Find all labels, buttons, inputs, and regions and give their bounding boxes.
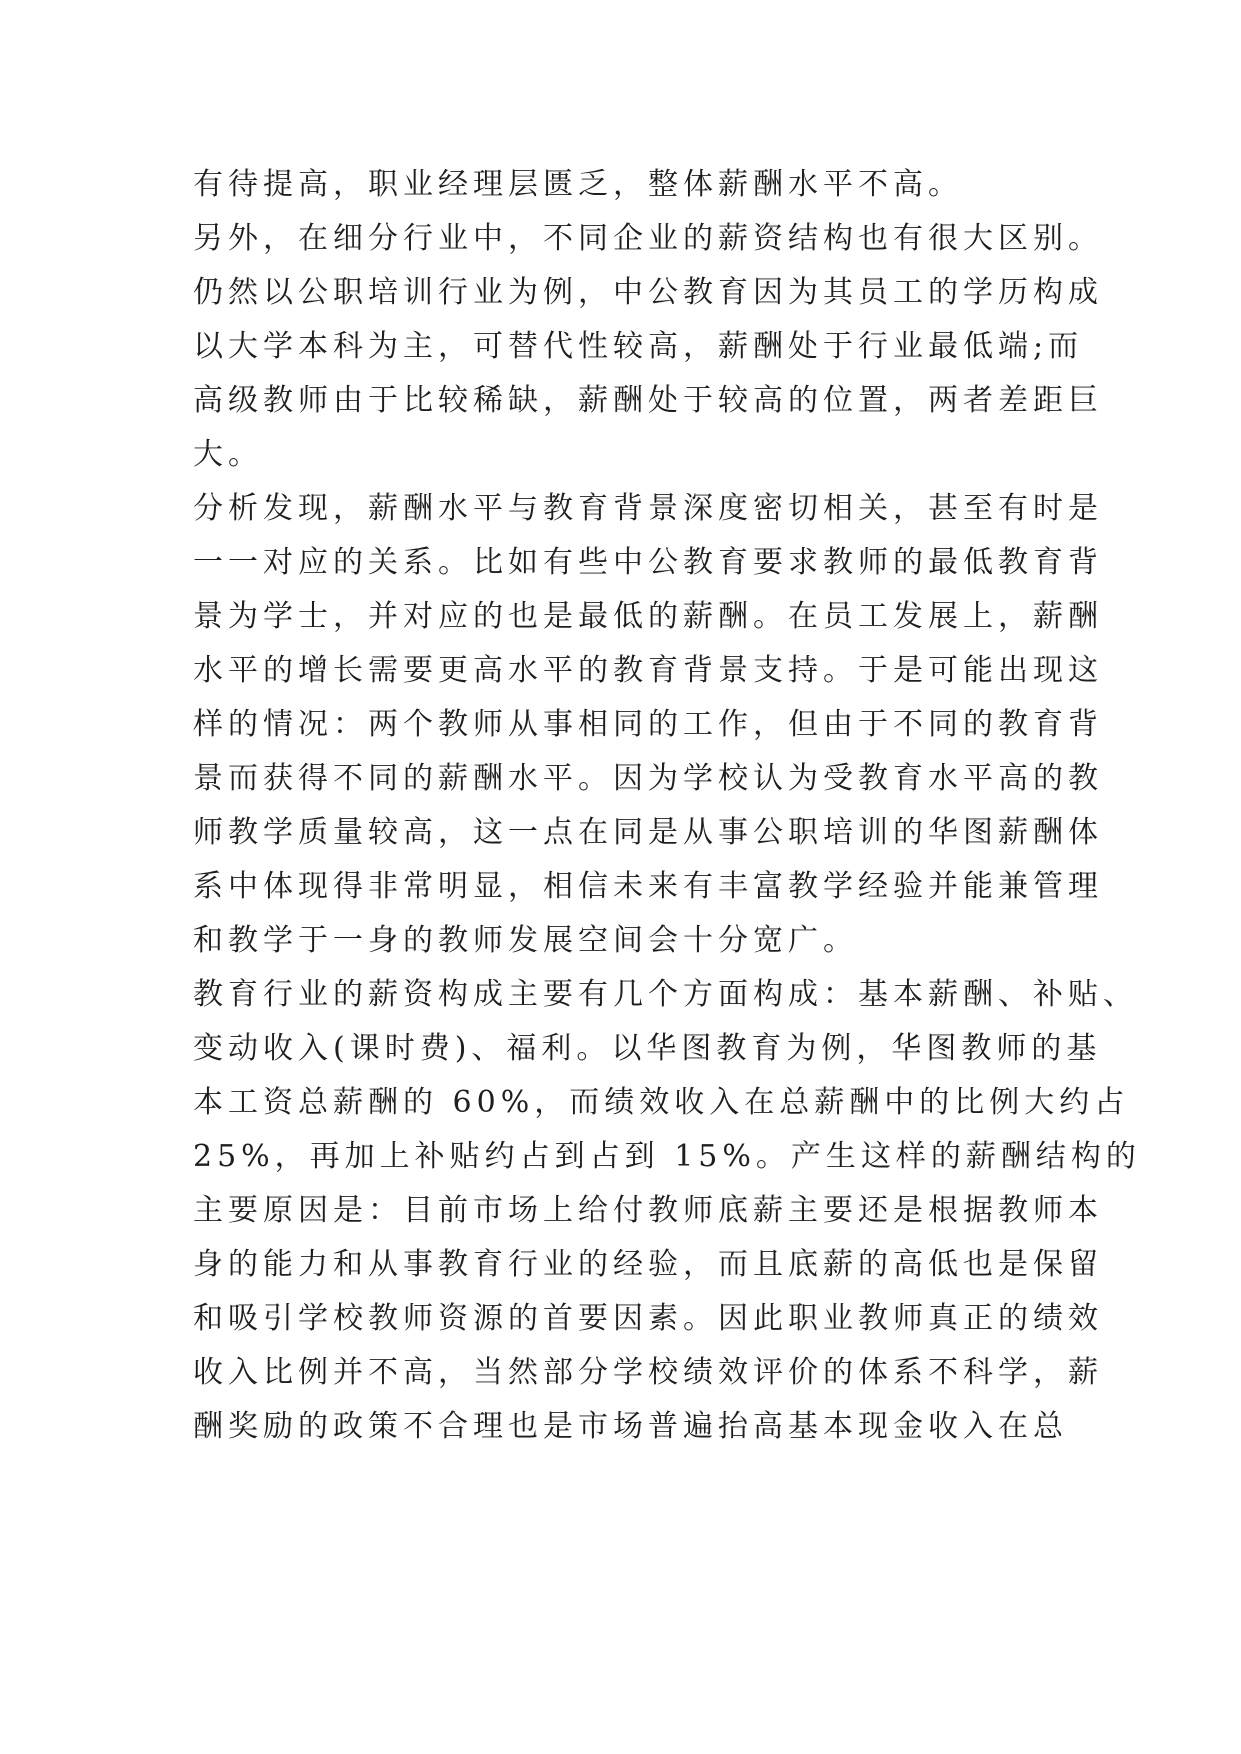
text-line: 一一对应的关系。比如有些中公教育要求教师的最低教育背 (193, 545, 1103, 580)
text-line: 分析发现，薪酬水平与教育背景深度密切相关，甚至有时是 (193, 491, 1103, 526)
text-line: 变动收入(课时费)、福利。以华图教育为例，华图教师的基 (193, 1031, 1102, 1066)
text-line: 25%，再加上补贴约占到占到 15%。产生这样的薪酬结构的 (193, 1139, 1141, 1174)
text-line: 仍然以公职培训行业为例，中公教育因为其员工的学历构成 (193, 275, 1103, 310)
text-line: 收入比例并不高，当然部分学校绩效评价的体系不科学，薪 (193, 1355, 1103, 1390)
text-line: 另外，在细分行业中，不同企业的薪资结构也有很大区别。 (193, 221, 1103, 256)
text-line: 系中体现得非常明显，相信未来有丰富教学经验并能兼管理 (193, 869, 1103, 904)
text-line: 高级教师由于比较稀缺，薪酬处于较高的位置，两者差距巨 (193, 383, 1103, 418)
text-line: 大。 (193, 437, 263, 472)
text-line: 水平的增长需要更高水平的教育背景支持。于是可能出现这 (193, 653, 1103, 688)
text-line: 和教学于一身的教师发展空间会十分宽广。 (193, 923, 858, 958)
text-line: 主要原因是：目前市场上给付教师底薪主要还是根据教师本 (193, 1193, 1103, 1228)
text-line: 本工资总薪酬的 60%，而绩效收入在总薪酬中的比例大约占 (193, 1085, 1130, 1120)
text-line: 以大学本科为主，可替代性较高，薪酬处于行业最低端;而 (193, 329, 1084, 364)
text-line: 师教学质量较高，这一点在同是从事公职培训的华图薪酬体 (193, 815, 1103, 850)
text-line: 景而获得不同的薪酬水平。因为学校认为受教育水平高的教 (193, 761, 1103, 796)
text-line: 教育行业的薪资构成主要有几个方面构成：基本薪酬、补贴、 (193, 977, 1138, 1012)
text-line: 身的能力和从事教育行业的经验，而且底薪的高低也是保留 (193, 1247, 1103, 1282)
text-line: 酬奖励的政策不合理也是市场普遍抬高基本现金收入在总 (193, 1409, 1068, 1444)
text-line: 景为学士，并对应的也是最低的薪酬。在员工发展上，薪酬 (193, 599, 1103, 634)
text-line: 样的情况：两个教师从事相同的工作，但由于不同的教育背 (193, 707, 1103, 742)
text-line: 和吸引学校教师资源的首要因素。因此职业教师真正的绩效 (193, 1301, 1103, 1336)
text-line: 有待提高，职业经理层匮乏，整体薪酬水平不高。 (193, 167, 963, 202)
